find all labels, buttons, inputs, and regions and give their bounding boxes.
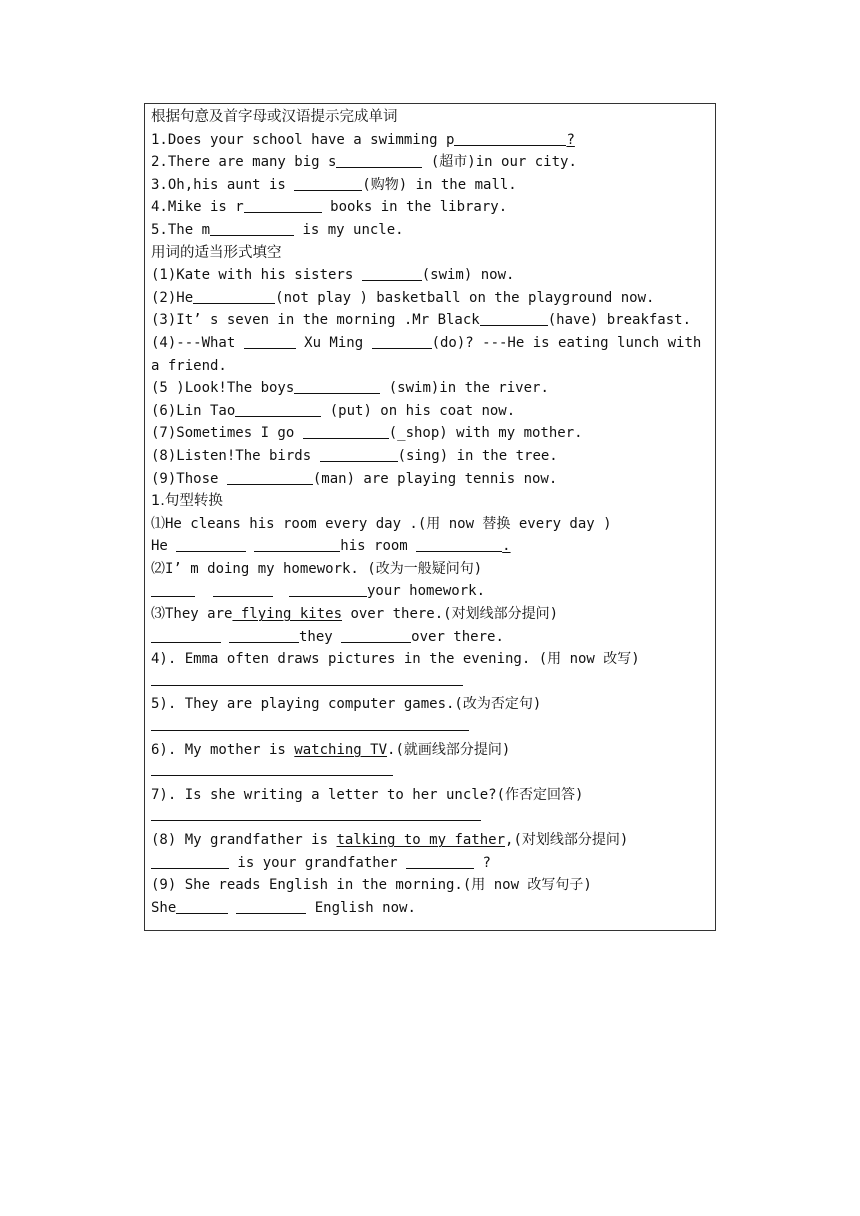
verb-item-9: (9)Those (man) are playing tennis now. bbox=[151, 470, 558, 487]
transform-answer-7 bbox=[151, 806, 713, 829]
answer-blank[interactable] bbox=[236, 899, 306, 914]
vocab-item-2: 2.There are many big s (超市)in our city. bbox=[151, 154, 577, 171]
transform-answer-2: your homework. bbox=[151, 580, 713, 603]
answer-blank[interactable] bbox=[151, 582, 195, 597]
answer-blank[interactable] bbox=[213, 582, 273, 597]
verb-item-4-cont: a friend. bbox=[151, 357, 227, 374]
answer-blank[interactable] bbox=[294, 379, 380, 394]
answer-blank[interactable] bbox=[341, 628, 411, 643]
transform-item-7: 7). Is she writing a letter to her uncle?(作否定回答) bbox=[151, 786, 584, 803]
answer-blank[interactable] bbox=[320, 447, 398, 462]
transform-answer-6 bbox=[151, 761, 713, 784]
answer-blank[interactable] bbox=[151, 854, 229, 869]
transform-item-5: 5). They are playing computer games.(改为否定句) bbox=[151, 696, 542, 713]
transform-item-2: ⑵I’ m doing my homework. (改为一般疑问句) bbox=[151, 560, 483, 577]
transform-answer-4 bbox=[151, 671, 713, 694]
answer-blank[interactable] bbox=[480, 311, 548, 326]
transform-item-8: (8) My grandfather is talking to my father,(对划线部分提问) bbox=[151, 832, 629, 848]
vocab-section-title: 根据句意及首字母或汉语提示完成单词 bbox=[151, 109, 398, 125]
answer-blank[interactable] bbox=[227, 470, 313, 485]
answer-blank[interactable] bbox=[294, 176, 362, 191]
answer-blank[interactable] bbox=[254, 537, 340, 552]
answer-blank[interactable] bbox=[289, 582, 367, 597]
verb-item-7: (7)Sometimes I go (_shop) with my mother. bbox=[151, 425, 583, 442]
transform-item-3: ⑶They are flying kites over there.(对划线部分提问) bbox=[151, 606, 559, 623]
answer-line[interactable] bbox=[151, 716, 469, 731]
answer-blank[interactable] bbox=[303, 424, 389, 439]
vocab-item-3: 3.Oh,his aunt is (购物) in the mall. bbox=[151, 176, 517, 193]
verb-item-4: (4)---What Xu Ming (do)? ---He is eating lunch with bbox=[151, 334, 702, 351]
transform-item-4: 4). Emma often draws pictures in the evening. (用 now 改写) bbox=[151, 651, 640, 668]
transform-item-1: ⑴He cleans his room every day .(用 now 替换 every day ) bbox=[151, 515, 612, 532]
answer-blank[interactable] bbox=[372, 334, 432, 349]
answer-blank[interactable] bbox=[229, 628, 299, 643]
transform-answer-8: is your grandfather ? bbox=[151, 852, 713, 875]
answer-blank[interactable] bbox=[235, 402, 321, 417]
answer-blank[interactable] bbox=[210, 221, 294, 236]
verb-item-3: (3)It’ s seven in the morning .Mr Black (have) breakfast. bbox=[151, 312, 692, 329]
transform-section-title: 1.句型转换 bbox=[151, 493, 223, 510]
transform-answer-1: He his room . bbox=[151, 538, 511, 555]
answer-line[interactable] bbox=[151, 761, 393, 776]
transform-item-9: (9) She reads English in the morning.(用 now 改写句子) bbox=[151, 877, 592, 894]
answer-blank[interactable] bbox=[244, 198, 322, 213]
answer-blank[interactable] bbox=[406, 854, 474, 869]
transform-answer-5 bbox=[151, 716, 713, 739]
answer-blank[interactable] bbox=[176, 537, 246, 552]
verb-item-2: (2)He (not play ) basketball on the playground now. bbox=[151, 289, 655, 306]
transform-answer-9: She English now. bbox=[151, 899, 416, 916]
transform-item-6: 6). My mother is watching TV.(就画线部分提问) bbox=[151, 741, 511, 758]
answer-line[interactable] bbox=[151, 671, 463, 686]
verb-item-1: (1)Kate with his sisters (swim) now. bbox=[151, 267, 515, 284]
verb-section-title: 用词的适当形式填空 bbox=[151, 244, 282, 261]
answer-blank[interactable] bbox=[193, 289, 275, 304]
answer-line[interactable] bbox=[151, 806, 481, 821]
answer-blank[interactable] bbox=[454, 131, 566, 146]
verb-item-5: (5 )Look!The boys (swim)in the river. bbox=[151, 380, 549, 397]
answer-blank[interactable] bbox=[362, 266, 422, 281]
verb-item-8: (8)Listen!The birds (sing) in the tree. bbox=[151, 447, 558, 464]
answer-blank[interactable] bbox=[336, 153, 422, 168]
transform-answer-3: they over there. bbox=[151, 626, 713, 649]
verb-item-6: (6)Lin Tao (put) on his coat now. bbox=[151, 402, 516, 419]
answer-blank[interactable] bbox=[416, 537, 502, 552]
vocab-item-4: 4.Mike is r books in the library. bbox=[151, 199, 508, 216]
worksheet-content bbox=[151, 106, 713, 919]
answer-blank[interactable] bbox=[176, 899, 228, 914]
answer-blank[interactable] bbox=[244, 334, 296, 349]
vocab-item-5: 5.The m is my uncle. bbox=[151, 221, 404, 238]
vocab-item-1: 1.Does your school have a swimming p ? bbox=[151, 131, 575, 148]
answer-blank[interactable] bbox=[151, 628, 221, 643]
